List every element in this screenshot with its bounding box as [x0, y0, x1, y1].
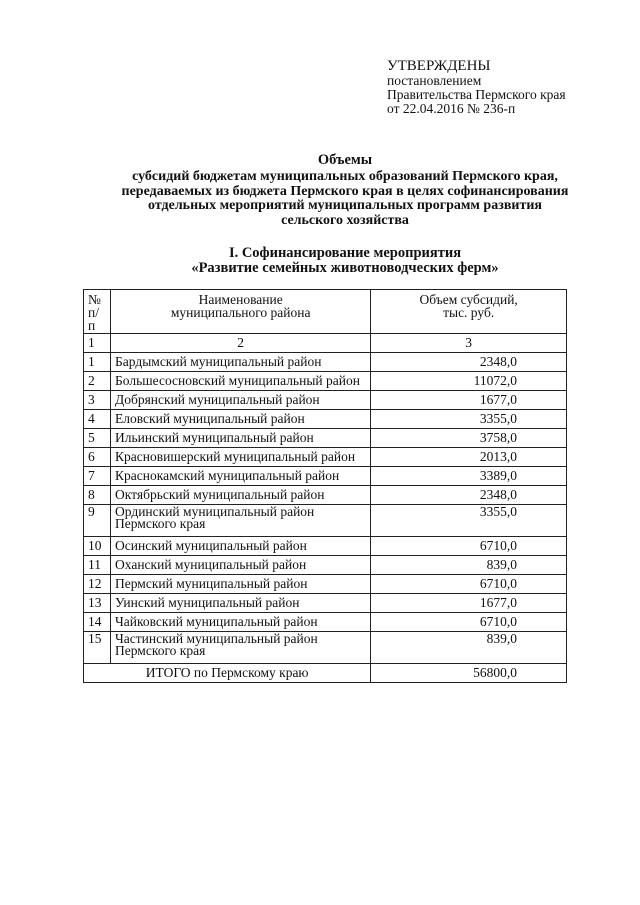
- row-amount: 3389,0: [371, 467, 567, 486]
- row-district: Бардымский муниципальный район: [111, 353, 371, 372]
- header-num: № п/п: [84, 290, 111, 334]
- table-row: [84, 575, 567, 594]
- header-amount: Объем субсидий, тыс. руб.: [371, 290, 567, 334]
- row-number: 6: [84, 448, 111, 467]
- row-number: 15: [84, 632, 111, 664]
- row-district: Октябрьский муниципальный район: [111, 486, 371, 505]
- table-row: [84, 372, 567, 391]
- column-number-row: [84, 334, 567, 353]
- row-amount: 2348,0: [371, 486, 567, 505]
- subsidy-table: [83, 289, 567, 683]
- total-amount: 56800,0: [371, 664, 567, 683]
- table-row: [84, 486, 567, 505]
- approval-block: [387, 58, 566, 116]
- table-row: [84, 556, 567, 575]
- subtitle-line-4: сельского хозяйства: [281, 212, 409, 228]
- table-row: [84, 632, 567, 664]
- row-amount: 3355,0: [371, 505, 567, 537]
- row-amount: 2013,0: [371, 448, 567, 467]
- approval-line-3: Правительства Пермского края: [387, 87, 566, 102]
- table-row: [84, 505, 567, 537]
- section-line-1: I. Софинансирование мероприятия: [228, 245, 462, 261]
- col-number-2: 2: [111, 334, 371, 353]
- row-district: Еловский муниципальный район: [111, 410, 371, 429]
- row-amount: 6710,0: [371, 613, 567, 632]
- row-amount: 2348,0: [371, 353, 567, 372]
- approval-line-4: от 22.04.2016 № 236-п: [387, 101, 516, 116]
- row-amount: 6710,0: [371, 575, 567, 594]
- table-row: [84, 429, 567, 448]
- row-amount: 3758,0: [371, 429, 567, 448]
- row-number: 9: [84, 505, 111, 537]
- table-row: [84, 613, 567, 632]
- table-row: [84, 537, 567, 556]
- row-amount: 839,0: [371, 632, 567, 664]
- total-row: [84, 664, 567, 683]
- header-name: Наименование муниципального района: [111, 290, 371, 334]
- table-row: [84, 467, 567, 486]
- row-district: Большесосновский муниципальный район: [111, 372, 371, 391]
- total-label: ИТОГО по Пермскому краю: [84, 664, 371, 683]
- col-number-3: 3: [371, 334, 567, 353]
- subtitle-line-3: отдельных мероприятий муниципальных программ развития: [148, 198, 542, 213]
- section-heading: [90, 246, 600, 276]
- subtitle-line-1: субсидий бюджетам муниципальных образований Пермского края,: [132, 169, 558, 184]
- row-number: 2: [84, 372, 111, 391]
- row-district: Добрянский муниципальный район: [111, 391, 371, 410]
- row-district: Красновишерский муниципальный район: [111, 448, 371, 467]
- row-number: 12: [84, 575, 111, 594]
- row-number: 5: [84, 429, 111, 448]
- row-number: 14: [84, 613, 111, 632]
- row-number: 4: [84, 410, 111, 429]
- row-amount: 1677,0: [371, 391, 567, 410]
- row-amount: 1677,0: [371, 594, 567, 613]
- approval-heading: УТВЕРЖДЕНЫ: [387, 58, 491, 74]
- table-header-row: [84, 290, 567, 334]
- row-number: 13: [84, 594, 111, 613]
- row-number: 10: [84, 537, 111, 556]
- document-subtitle: [90, 170, 600, 228]
- document-title: Объемы: [317, 152, 373, 168]
- subtitle-line-2: передаваемых из бюджета Пермского края в целях софинансирования: [121, 183, 569, 199]
- row-district: Оханский муниципальный район: [111, 556, 371, 575]
- row-district: Чайковский муниципальный район: [111, 613, 371, 632]
- section-line-2: «Развитие семейных животноводческих ферм»: [191, 260, 499, 276]
- row-number: 3: [84, 391, 111, 410]
- row-district: Ординский муниципальный район Пермского края: [111, 505, 371, 537]
- row-number: 1: [84, 353, 111, 372]
- row-number: 11: [84, 556, 111, 575]
- row-district: Осинский муниципальный район: [111, 537, 371, 556]
- row-amount: 839,0: [371, 556, 567, 575]
- row-district: Пермский муниципальный район: [111, 575, 371, 594]
- row-amount: 3355,0: [371, 410, 567, 429]
- col-number-1: 1: [84, 334, 111, 353]
- row-amount: 11072,0: [371, 372, 567, 391]
- row-number: 8: [84, 486, 111, 505]
- row-amount: 6710,0: [371, 537, 567, 556]
- table-row: [84, 410, 567, 429]
- row-district: Уинский муниципальный район: [111, 594, 371, 613]
- row-number: 7: [84, 467, 111, 486]
- table-row: [84, 594, 567, 613]
- row-district: Частинский муниципальный район Пермского края: [111, 632, 371, 664]
- table-row: [84, 391, 567, 410]
- row-district: Краснокамский муниципальный район: [111, 467, 371, 486]
- table-row: [84, 448, 567, 467]
- approval-line-2: постановлением: [387, 73, 482, 88]
- table-row: [84, 353, 567, 372]
- row-district: Ильинский муниципальный район: [111, 429, 371, 448]
